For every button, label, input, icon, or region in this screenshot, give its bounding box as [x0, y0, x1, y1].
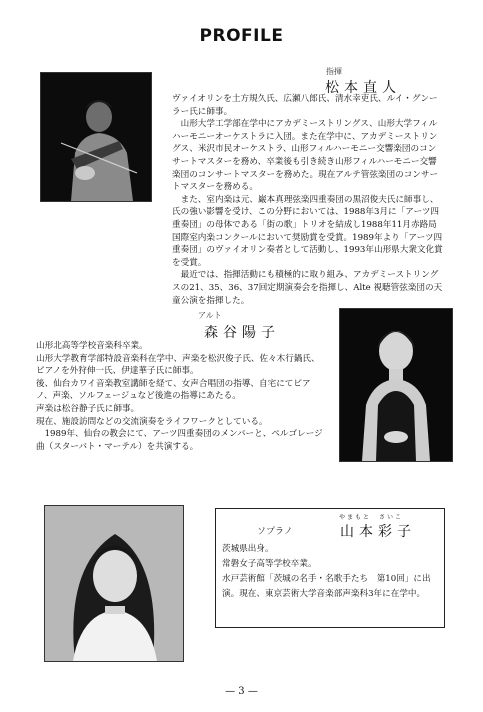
- alto-bio: 山形北高等学校音楽科卒業。 山形大学教育学部特設音楽科在学中、声楽を松沢俊子氏、佐々木行鍋氏、ピアノを外狩伸一氏、伊達華子氏に師事。 後、仙台カワイ音楽教室講師を経て、女声合唱団の指導、自宅にてピアノ、声楽、ソルフェージュなど後進の指導にあたる。 声楽は松谷静子氏に師事。 現在、施設訪問などの交流演奏をライフワークとしている。 1989年、仙台の教会にて、アーツ四重奏団のメンバーと、ペルゴレージ曲（スターバト・マーテル）を共演する。: [36, 341, 323, 452]
- soprano-image: [45, 506, 183, 661]
- conductor-bio: ヴァイオリンを土方規久氏、広瀬八郎氏、清水幸吏氏、ルイ・グンーラー氏に師事。 山形大学工学部在学中にアカデミーストリングス、山形大学フィルハーモニーオーケストラに入団。また在学中に、アカデミーストリングス、米沢市民オーケストラ、山形フィルハーモニー交響楽団のコンサートマスターを務め、卒業後も引き続き山形フィルハーモニー交響楽団のコンサートマスターを務めた。現在アルテ管弦楽団のコンサートマスターを務める。 また、室内楽は元、巌本真理弦楽四重奏団の黒沼俊夫氏に師事し、氏の強い影響を受け、この分野においては、1988年3月に「アーツ四重奏団」の母体である「街の歌」トリオを結成し1988年11月赤路局国際室内楽コンクールにおいて奨励賞を受賞。1989年より「アーツ四重奏団」のヴァイオリン奏者として活動し、1993年山形県大衆文化賞を受賞。 最近では、指揮活動にも積極的に取り組み、アカデミーストリングスの21、35、36、37回定期演奏会を指揮し、Alte 視聴管弦楽団の天童公演を指揮した。: [172, 94, 443, 306]
- page-title: PROFILE: [199, 26, 284, 46]
- conductor-photo: [40, 72, 152, 202]
- conductor-role: 指揮: [326, 67, 342, 76]
- soprano-role: ソプラノ: [257, 527, 293, 537]
- soprano-name: 山本彩子: [340, 524, 416, 540]
- alto-role: アルト: [198, 311, 222, 320]
- soprano-name-reading: やまもと さいこ: [339, 514, 404, 521]
- soprano-bio: 茨城県出身。 常磐女子高等学校卒業。 水戸芸術館「茨城の名手・名歌手たち 第10回」に出演。現在、東京芸術大学音楽部声楽科3年に在学中。: [222, 544, 431, 599]
- singer-image: [340, 309, 452, 461]
- conductor-name: 松本直人: [325, 80, 401, 96]
- page-number: — 3 —: [225, 686, 258, 697]
- soprano-photo: [44, 505, 184, 662]
- violinist-image: [41, 73, 151, 201]
- alto-photo: [339, 308, 453, 462]
- alto-name: 森谷陽子: [204, 325, 280, 341]
